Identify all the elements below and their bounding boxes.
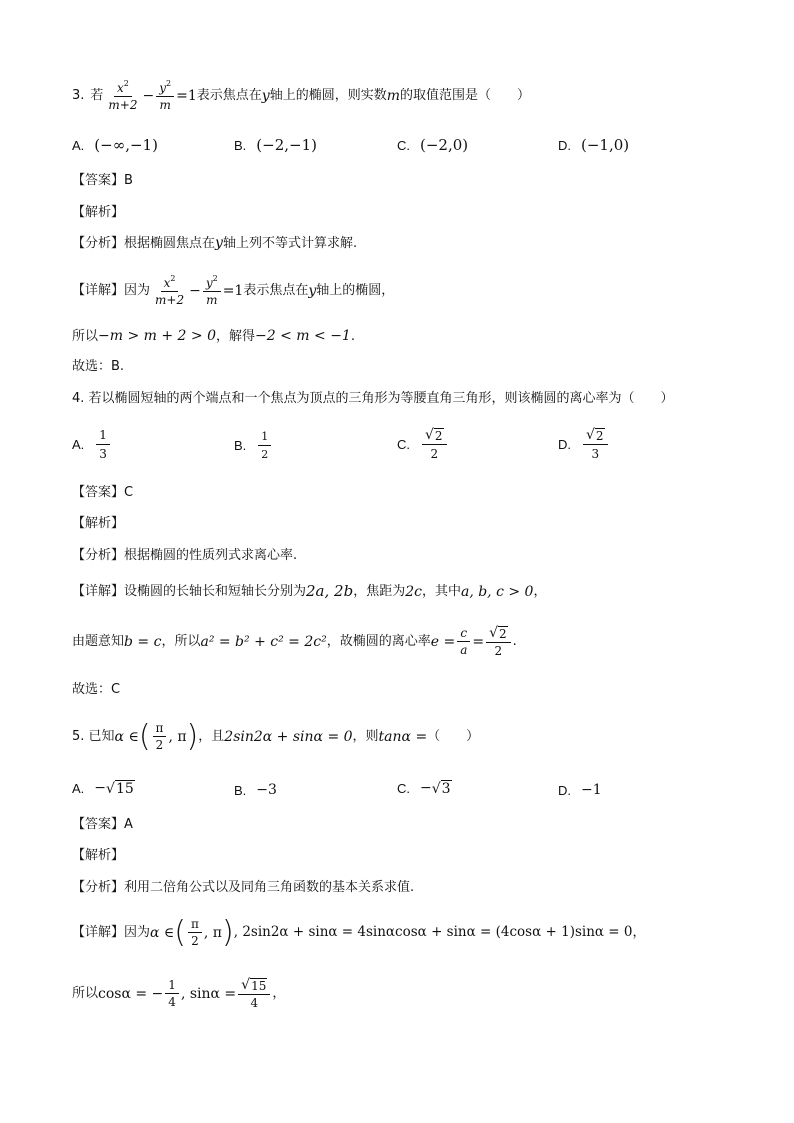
q3-option-c-value: (−2,0) — [420, 136, 469, 154]
q3-option-d-value: (−1,0) — [581, 136, 630, 154]
q4-detail-end: ， — [533, 584, 547, 599]
q4-known-frac-sqrt: √ 2 2 — [486, 626, 511, 657]
q5-detail-pi: π — [188, 918, 202, 933]
q3-fenxi — [72, 236, 357, 250]
q4-stem: 4. 若以椭圆短轴的两个端点和一个焦点为顶点的三角形为等腰直角三角形，则该椭圆的离心率为（ ） — [72, 391, 674, 406]
q3-frac-x: $\frac{x^2}{m+2}$ — [105, 80, 140, 111]
q4-option-c-rad: 2 — [434, 429, 443, 443]
q5-so-den: 4 — [250, 996, 259, 1010]
q4-option-c — [397, 428, 449, 461]
q3-frac-y: $\frac{y^2}{m}$ — [156, 80, 174, 111]
q5-option-c-rad: 3 — [441, 781, 451, 797]
q4-known-den: 2 — [494, 644, 503, 658]
q3-option-a — [72, 136, 158, 154]
q3-detail-frac-x: $\frac{x^2}{m+2}$ — [152, 275, 187, 306]
q4-option-a-label: A. — [72, 437, 85, 452]
q3-so-mid: ，解得 — [216, 328, 256, 344]
q4-detail-lead: 【详解】设椭圆的长轴长和短轴长分别为 — [72, 584, 307, 599]
q4-answer: 【答案】C — [72, 485, 134, 500]
q5-tan: tanα = — [378, 728, 428, 745]
q5-so-frac-sqrt15: √ 15 4 — [238, 978, 270, 1009]
q3-option-d — [558, 136, 629, 154]
q3-detail-x: x — [163, 276, 171, 290]
q5-tail: （ ） — [427, 729, 480, 744]
q5-option-c-label: C. — [397, 780, 410, 796]
q3-rhs: =1 — [176, 87, 197, 104]
q5-so-lead: 所以 — [72, 986, 99, 1001]
q3-number: 3. — [72, 88, 85, 103]
q4-analysis-head: 【解析】 — [72, 516, 125, 531]
q4-known — [72, 626, 517, 657]
q4-detail-2c: 2c — [405, 583, 422, 600]
q3-tail1: 轴上的椭圆，则实数 — [269, 88, 387, 103]
q4-option-d-den: 3 — [591, 447, 600, 461]
q4-detail-ab: 2a, 2b — [306, 582, 354, 600]
q3-yvar: y — [261, 87, 270, 104]
q3-detail-mplus2: m+2 — [155, 293, 185, 307]
q3-mplus2: m+2 — [108, 98, 138, 112]
q3-lead: 若 — [90, 88, 104, 103]
q4-option-c-den: 2 — [430, 447, 439, 461]
q4-option-b — [234, 430, 273, 461]
q4-option-a-den: 3 — [99, 447, 107, 461]
q4-option-b-label: B. — [234, 438, 247, 453]
q4-detail — [72, 584, 546, 599]
q3-option-a-value: (−∞,−1) — [94, 136, 158, 154]
q4-known-mid: ，所以 — [161, 634, 201, 649]
q4-option-d-frac: √ 2 3 — [583, 428, 608, 461]
q3-detail: 【详解】因为 $\frac{x^2}{m+2}$ − $\frac{y^2}{m}$ =1 表示焦点在 y 轴上的椭圆， — [72, 274, 395, 307]
q4-option-a — [72, 428, 112, 461]
q5-frac-pi2 — [153, 722, 167, 751]
q3-detail-lead: 【详解】因为 — [72, 283, 151, 298]
q5-detail-frac-pi2 — [188, 918, 202, 947]
q4-choose: 故选：C — [72, 682, 121, 697]
q4-option-c-frac: √ 2 2 — [422, 428, 447, 461]
q5-so-frac-1-4 — [165, 979, 179, 1008]
q5-analysis-head: 【解析】 — [72, 848, 125, 863]
q4-known-mid2: ，故椭圆的离心率 — [326, 634, 431, 649]
q3-option-c — [397, 136, 468, 154]
q4-option-b-den: 2 — [261, 448, 269, 461]
q5-option-a-minus: − — [94, 780, 107, 796]
q3-so-lead: 所以 — [72, 328, 99, 344]
q3-answer: 【答案】B — [72, 173, 133, 188]
q5-so-four: 4 — [168, 995, 176, 1009]
q4-detail-mid2: ，其中 — [421, 584, 461, 599]
q4-fenxi: 【分析】根据椭圆的性质列式求离心率. — [72, 548, 298, 563]
q5-detail-eq: , 2sin2α + sinα = 4sinαcosα + sinα = (4cosα + 1)sinα = 0 — [233, 923, 633, 940]
q3-option-b-label: B. — [234, 137, 247, 153]
q3-option-b-value: (−2,−1) — [256, 136, 317, 154]
q5-so-sin: , sinα = — [180, 985, 237, 1002]
q5-detail-end: ， — [632, 925, 646, 940]
q3-so-ineq: −m > m + 2 > 0 — [98, 328, 217, 344]
q4-known-rad: 2 — [499, 627, 507, 641]
q5-option-a-rad: 15 — [115, 781, 134, 797]
q5-option-b-value: −3 — [256, 782, 277, 798]
q4-known-bc: b = c — [124, 633, 162, 650]
q3-fenxi-tail: 轴上列不等式计算求解. — [222, 235, 358, 251]
q4-option-b-frac — [258, 430, 271, 461]
q5-option-d-label: D. — [558, 782, 571, 798]
q5-detail-alpha: α ∈ — [150, 924, 175, 941]
q5-stem: 5. 已知 α ∈ ( $\frac{\pi}{2}$ , π ) ，且 2sin2α + sinα = 0 ，则 tanα = （ ） — [72, 718, 480, 754]
q4-detail-abc: a, b, c > 0 — [460, 583, 534, 600]
q4-known-a2: a² = b² + c² = 2c² — [200, 633, 327, 650]
q5-fenxi: 【分析】利用二倍角公式以及同角三角函数的基本关系求值. — [72, 880, 415, 895]
q5-mid: ，且 — [198, 729, 225, 744]
q4-known-eq: = — [472, 633, 485, 650]
q5-comma-pi: , π — [168, 728, 187, 745]
q4-option-c-label: C. — [397, 437, 410, 452]
q4-known-c: c — [457, 627, 470, 642]
q3-mid: 表示焦点在 — [196, 88, 262, 103]
q3-detail-yvar: y — [308, 282, 317, 299]
q5-two: 2 — [155, 738, 164, 752]
q5-detail-two: 2 — [191, 934, 199, 948]
q3-so — [72, 329, 355, 343]
q5-option-c-minus: − — [420, 780, 432, 796]
q5-eq: 2sin2α + sinα = 0 — [224, 728, 353, 745]
q5-answer: 【答案】A — [72, 817, 133, 832]
q3-choose: 故选：B. — [72, 359, 125, 374]
q3-so-end: . — [350, 328, 355, 344]
q4-option-d-rad: 2 — [595, 429, 604, 443]
q3-detail-tail: 轴上的椭圆， — [316, 283, 395, 298]
q3-option-c-label: C. — [397, 137, 410, 153]
q3-fenxi-text: 【分析】根据椭圆焦点在 — [72, 235, 216, 251]
q3-fenxi-y: y — [215, 235, 223, 251]
q5-so-rad: 15 — [251, 979, 267, 993]
q5-detail-lead: 【详解】因为 — [72, 925, 151, 940]
q3-mvar: m — [386, 87, 400, 104]
q3-option-a-label: A. — [72, 137, 85, 153]
q5-option-c: C. − √ 3 — [397, 780, 451, 797]
q4-known-a: a — [460, 643, 468, 657]
q4-known-frac-ca — [457, 627, 470, 656]
q5-option-a: A. − √ 15 — [72, 780, 134, 797]
q5-alpha-in: α ∈ — [114, 728, 139, 745]
q5-so-end: ， — [272, 986, 286, 1001]
q4-option-d-label: D. — [558, 437, 571, 452]
q3-detail-y: y — [205, 276, 213, 290]
q3-stem: 3. 若 $\frac{x^2}{m+2}$ − $\frac{y^2}{m}$ =1 表示焦点在 y 轴上的椭圆，则实数 m 的取值范围是（ ） — [72, 79, 530, 112]
q3-option-d-label: D. — [558, 137, 571, 153]
q4-known-lead: 由题意知 — [72, 634, 125, 649]
q5-detail: 【详解】因为 α ∈ ( $\frac{\pi}{2}$ , π ) , 2sin2α + sinα = 4sinαcosα + sinα = (4cosα + 1)sinα = 0 ， — [72, 914, 646, 950]
q4-option-a-num: 1 — [96, 428, 110, 445]
q5-detail-comma-pi: , π — [203, 924, 223, 941]
q3-option-b — [234, 136, 317, 154]
q5-option-b-label: B. — [234, 782, 247, 798]
q4-known-end: . — [512, 634, 517, 649]
q3-y: y — [159, 81, 167, 95]
q3-detail-m: m — [206, 293, 218, 307]
q3-x: x — [117, 81, 124, 95]
q5-mid2: ，则 — [352, 729, 379, 744]
q3-detail-mid: 表示焦点在 — [243, 283, 309, 298]
q4-option-a-frac — [96, 428, 110, 461]
q3-detail-frac-y: $\frac{y^2}{m}$ — [203, 275, 221, 306]
q4-detail-mid: ，焦距为 — [353, 584, 406, 599]
q3-m: m — [159, 98, 171, 112]
q4-known-e: e = — [430, 633, 456, 650]
q4-option-d — [558, 428, 610, 461]
q5-so — [72, 978, 285, 1009]
q5-option-b — [234, 782, 277, 798]
q5-option-a-label: A. — [72, 780, 85, 796]
q3-tail2: 的取值范围是（ ） — [399, 88, 530, 103]
q5-so-cos: cosα = − — [98, 985, 164, 1002]
q3-analysis-head: 【解析】 — [72, 205, 125, 220]
q5-option-d — [558, 782, 602, 798]
q3-so-result: −2 < m < −1 — [255, 328, 351, 344]
q5-pi: π — [153, 722, 167, 737]
q5-so-one: 1 — [165, 979, 179, 994]
q4-option-b-num: 1 — [258, 430, 271, 446]
q3-detail-rhs: =1 — [222, 282, 244, 299]
q5-lead: 5. 已知 — [72, 729, 115, 744]
q5-option-d-value: −1 — [581, 782, 602, 798]
